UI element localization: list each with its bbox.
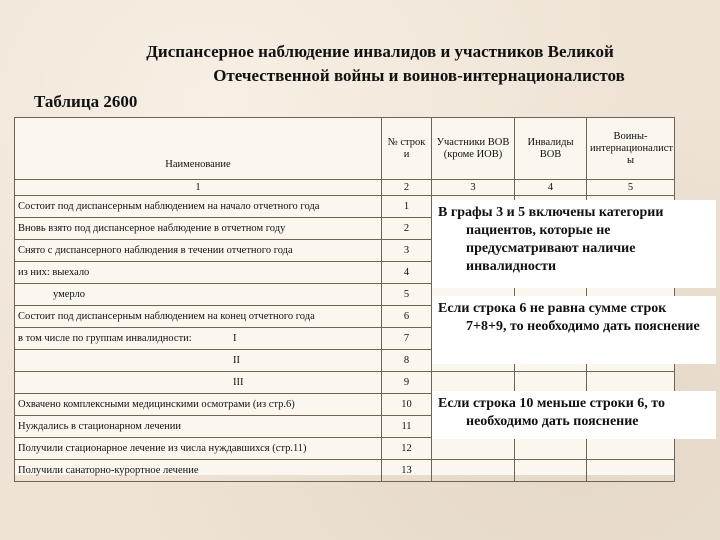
index-cell: 1	[15, 180, 382, 196]
row-number: 10	[382, 394, 432, 416]
table-header-row	[15, 118, 675, 180]
table-row	[15, 460, 675, 482]
row-label: Состоит под диспансерным наблюдением на начало отчетного года	[15, 196, 382, 218]
table-caption: Таблица 2600	[34, 92, 138, 111]
row-number: 2	[382, 218, 432, 240]
header-name: Наименование	[15, 118, 382, 180]
note1-line1: В графы 3 и 5 включены категории	[438, 205, 664, 220]
note2-line2: 7+8+9, то необходимо дать пояснение	[466, 319, 700, 334]
row-label-text: в том числе по группам инвалидности:	[18, 332, 192, 344]
note1-line2: пациентов, которые не предусматривают наличие инвалидности	[466, 223, 636, 274]
data-cell[interactable]	[587, 438, 675, 460]
row-number: 7	[382, 328, 432, 350]
header-col-5: Воины-интернационалист ы	[587, 118, 675, 180]
row-label: Вновь взято под диспансерное наблюдение в отчетном году	[15, 218, 382, 240]
table-row	[15, 438, 675, 460]
title-line-2: Отечественной войны и воинов-интернационалистов	[213, 66, 625, 85]
row-number: 8	[382, 350, 432, 372]
title-line-1: Диспансерное наблюдение инвалидов и участников Великой	[146, 42, 614, 61]
row-number: 13	[382, 460, 432, 482]
note-columns-3-5	[432, 200, 716, 288]
page-title	[60, 40, 700, 88]
row-number: 3	[382, 240, 432, 262]
row-number: 11	[382, 416, 432, 438]
row-label	[15, 328, 382, 350]
note3-line1: Если строка 10 меньше строки 6, то	[438, 396, 666, 411]
index-cell: 4	[515, 180, 587, 196]
index-cell: 5	[587, 180, 675, 196]
header-col-3: Участники ВОВ (кроме ИОВ)	[432, 118, 515, 180]
note2-line1: Если строка 6 не равна сумме строк	[438, 301, 667, 316]
row-label: Получили стационарное лечение из числа нуждавшихся (стр.11)	[15, 438, 382, 460]
row-label: умерло	[15, 284, 382, 306]
data-cell[interactable]	[515, 438, 587, 460]
row-number: 4	[382, 262, 432, 284]
row-label: Состоит под диспансерным наблюдением на конец отчетного года	[15, 306, 382, 328]
column-index-row	[15, 180, 675, 196]
data-cell[interactable]	[432, 460, 515, 482]
row-number: 9	[382, 372, 432, 394]
row-label: Получили санаторно-курортное лечение	[15, 460, 382, 482]
note-row-6-check	[432, 296, 716, 364]
index-cell: 2	[382, 180, 432, 196]
index-cell: 3	[432, 180, 515, 196]
row-number: 12	[382, 438, 432, 460]
header-row-number: № строк и	[382, 118, 432, 180]
row-label: II	[15, 350, 382, 372]
note3-line2: необходимо дать пояснение	[466, 414, 639, 429]
note-row-10-check	[432, 391, 716, 439]
row-label: из них: выехало	[15, 262, 382, 284]
row-label: Нуждались в стационарном лечении	[15, 416, 382, 438]
row-number: 5	[382, 284, 432, 306]
row-label: Охвачено комплексными медицинскими осмотрами (из стр.6)	[15, 394, 382, 416]
data-cell[interactable]	[432, 438, 515, 460]
disability-group: I	[233, 333, 237, 344]
row-label: Снято с диспансерного наблюдения в течении отчетного года	[15, 240, 382, 262]
header-col-4: Инвалиды ВОВ	[515, 118, 587, 180]
row-number: 1	[382, 196, 432, 218]
data-cell[interactable]	[515, 460, 587, 482]
row-label: III	[15, 372, 382, 394]
row-number: 6	[382, 306, 432, 328]
data-cell[interactable]	[587, 460, 675, 482]
